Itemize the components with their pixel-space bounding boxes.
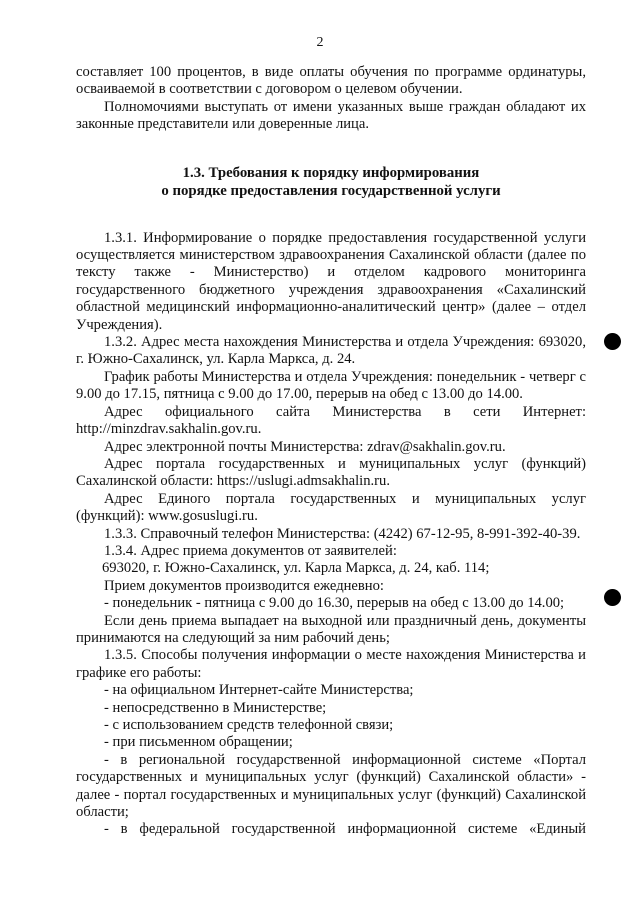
punch-hole-mark xyxy=(604,589,621,606)
paragraph-schedule: График работы Министерства и отдела Учреждения: понедельник - четверг с 9.00 до 17.15, пятница с 9.00 до 17.00, перерыв на обед с 13.00 до 14.00. xyxy=(76,368,586,403)
section-heading-line-2: о порядке предоставления государственной услуги xyxy=(161,182,501,199)
page-number: 2 xyxy=(316,35,324,50)
paragraph-unified-portal: Адрес Единого портала государственных и муниципальных услуг (функций): www.gosuslugi.ru. xyxy=(76,490,586,525)
paragraph-website: Адрес официального сайта Министерства в сети Интернет: http://minzdrav.sakhalin.gov.ru. xyxy=(76,403,586,438)
document-body xyxy=(76,64,586,839)
paragraph-1-3-4: 1.3.4. Адрес приема документов от заявителей: xyxy=(104,542,397,559)
list-item-regional-system: - в региональной государственной информационной системе «Портал государственных и муниципальных услуг (функций) Сахалинской области» - далее - портал государственных и муниципальных услуг (функций) Сахалинской области; xyxy=(76,751,586,821)
paragraph-reception-hours: - понедельник - пятница с 9.00 до 16.30, перерыв на обед с 13.00 до 14.00; xyxy=(104,595,565,612)
paragraph-continuation: составляет 100 процентов, в виде оплаты обучения по программе ординатуры, осваиваемой в соответствии с договором о целевом обучении. xyxy=(76,64,586,98)
paragraph-holiday: Если день приема выпадает на выходной или праздничный день, документы принимаются на следующий за ним рабочий день; xyxy=(76,612,586,646)
list-item-website: - на официальном Интернет-сайте Министерства; xyxy=(104,682,414,699)
paragraph-regional-portal: Адрес портала государственных и муниципальных услуг (функций) Сахалинской области: https://uslugi.admsakhalin.ru. xyxy=(76,455,586,490)
paragraph-email: Адрес электронной почты Министерства: zdrav@sakhalin.gov.ru. xyxy=(104,438,506,455)
paragraph-reception-address: 693020, г. Южно-Сахалинск, ул. Карла Маркса, д. 24, каб. 114; xyxy=(102,560,490,577)
paragraph-1-3-3: 1.3.3. Справочный телефон Министерства: (4242) 67-12-95, 8-991-392-40-39. xyxy=(104,525,581,542)
punch-hole-mark xyxy=(604,333,621,350)
spacer xyxy=(76,134,586,164)
paragraph-representatives: Полномочиями выступать от имени указанных выше граждан обладают их законные представители или доверенные лица. xyxy=(76,98,586,133)
paragraph-1-3-2: 1.3.2. Адрес места нахождения Министерства и отдела Учреждения: 693020, г. Южно-Сахалинск, ул. Карла Маркса, д. 24. xyxy=(76,334,586,368)
paragraph-1-3-1: 1.3.1. Информирование о порядке предоставления государственной услуги осуществляется министерством здравоохранения Сахалинской области (далее по тексту также - Министерство) и отделом кадрового мониторинга государственного бюджетного учреждения здравоохранения «Сахалинский областной медицинский информационно-аналитический центр» (далее – отдел Учреждения). xyxy=(76,229,586,333)
section-heading-line-1: 1.3. Требования к порядку информирования xyxy=(182,164,480,181)
list-item-in-person: - непосредственно в Министерстве; xyxy=(104,699,327,716)
paragraph-1-3-5: 1.3.5. Способы получения информации о месте нахождения Министерства и графике его работы: xyxy=(76,647,586,681)
paragraph-reception-daily: Прием документов производится ежедневно: xyxy=(104,577,384,594)
list-item-federal-system: - в федеральной государственной информационной системе «Единый xyxy=(104,821,586,838)
spacer xyxy=(76,200,586,230)
list-item-phone: - с использованием средств телефонной связи; xyxy=(104,717,394,733)
list-item-written: - при письменном обращении; xyxy=(104,734,293,751)
